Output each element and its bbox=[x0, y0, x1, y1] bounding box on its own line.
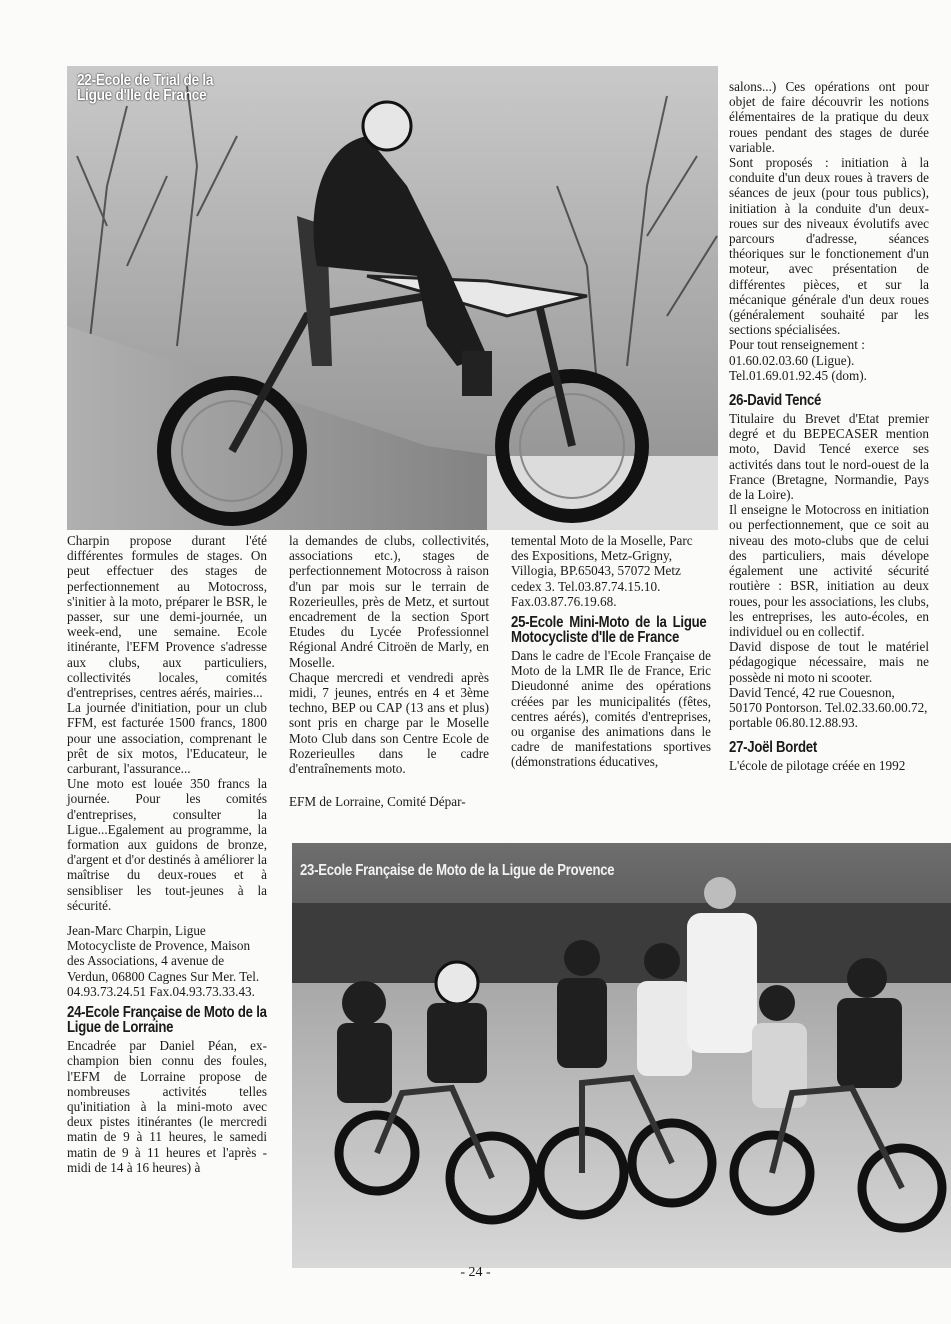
group-photo bbox=[292, 843, 951, 1268]
paragraph: Charpin propose durant l'été différentes formules de stages. On peut effectuer des stages de perfectionnement au Motocross, s'initier à la moto, préparer le BSR, le passer, sur une demi-journée, un week-end, une semaine. Ecole itinérante, l'EFM Provence s'adresse aux clubs, aux particuliers, collectivités locales, comités d'entreprises, centres aérés, mairies... bbox=[67, 533, 267, 701]
page-number: - 24 - bbox=[460, 1265, 491, 1280]
paragraph: la demandes de clubs, collectivités, associations etc.), stages de perfectionnement Motocross à raison d'un par mois sur le terrain de Rozerieulles, près de Metz, et surtout encadrement de la section Sport Etudes du Lycée Professionnel Régional André Citroën de Marly, en Moselle. bbox=[289, 533, 489, 670]
heading-24: 24-Ecole Française de Moto de la Ligue de Lorraine bbox=[67, 1004, 267, 1037]
paragraph: EFM de Lorraine, Comité Dépar- bbox=[289, 794, 466, 810]
heading-25: 25-Ecole Mini-Moto de la Ligue Motocycliste d'Ile de France bbox=[511, 614, 707, 647]
paragraph: Il enseigne le Motocross en initiation ou perfectionnement, que ce soit au niveau des moto-clubs que de celui des particuliers, mais dévelope également une activité sécurité routière : BSR, initiation au deux roues, pour les associations, les clubs, les entreprises, les auto-écoles, en individuel ou en collectif. bbox=[729, 502, 929, 639]
photo-caption-22: 22-Ecole de Trial de la Ligue d'Ile de France bbox=[77, 72, 214, 104]
heading-27: 27-Joël Bordet bbox=[729, 739, 817, 757]
photo-caption-23: 23-Ecole Française de Moto de la Ligue de Provence bbox=[300, 862, 615, 879]
paragraph: L'école de pilotage créée en 1992 bbox=[729, 758, 906, 774]
paragraph: Pour tout renseignement : 01.60.02.03.60 (Ligue). Tel.01.69.01.92.45 (dom). bbox=[729, 337, 867, 383]
paragraph: Dans le cadre de l'Ecole Française de Moto de la LMR Ile de France, Eric Dieudonné anime des opérations créées par les municipalités (fêtes, centres aérés), comités d'entreprises, ou organise des animations dans le cadre de manifestations sportives (démonstrations éducatives, bbox=[511, 648, 711, 770]
paragraph: Encadrée par Daniel Péan, ex-champion bien connu des foules, l'EFM de Lorraine propose de nombreuses activités telles qu'initiation à la mini-moto avec deux pistes itinérantes (le mercredi matin de 9 à 11 heures, le samedi matin de 9 à 11 heures et l'après -midi de 14 à 16 heures) à bbox=[67, 1038, 267, 1175]
trial-photo bbox=[67, 66, 718, 530]
paragraph: Sont proposés : initiation à la conduite d'un deux roues à travers de séances de jeux (pour tous publics), initiation à la conduite d'un deux-roues sur des niveaux évolutifs avec parcours d'adresse, séances théoriques sur le fonctionement d'un moteur, avec présentation de différentes pièces, et sur la mécanique générale d'un deux roues (généralement souhaité par les sections spécialisées. bbox=[729, 155, 929, 338]
column-4 bbox=[729, 79, 929, 774]
contact-info: temental Moto de la Moselle, Parc des Expositions, Metz-Grigny, Villogia, BP.65043, 57072 Metz cedex 3. Tel.03.87.74.15.10. Fax.03.87.76.19.68. bbox=[511, 533, 693, 609]
paragraph: Une moto est louée 350 francs la journée. Pour les comités d'entreprises, consulter la Ligue...Egalement au programme, la formation aux guidons de bronze, d'argent et d'or destinés à améliorer la maîtrise du deux-roues et à sensibliser les tout-jeunes à la sécurité. bbox=[67, 776, 267, 913]
column-1 bbox=[67, 533, 267, 1175]
heading-26: 26-David Tencé bbox=[729, 392, 822, 410]
paragraph: David dispose de tout le matériel pédagogique nécessaire, mais ne possède ni moto ni scooter. bbox=[729, 639, 929, 685]
paragraph: Chaque mercredi et vendredi après midi, 7 jeunes, entrés en 4 et 3ème techno, BEP ou CAP (13 ans et plus) sont pris en charge par le Moselle Moto Club dans son Centre Ecole de Rozerieulles dans le cadre d'entraînements moto. bbox=[289, 669, 489, 777]
contact-info: David Tencé, 42 rue Couesnon, 50170 Pontorson. Tel.02.33.60.00.72, portable 06.80.12.88.93. bbox=[729, 684, 928, 731]
paragraph: salons...) Ces opérations ont pour objet de faire découvrir les notions élémentaires de la pratique du deux roues pendant des stages de durée variable. bbox=[729, 79, 929, 155]
column-3 bbox=[511, 533, 711, 770]
column-2 bbox=[289, 533, 489, 809]
contact-info: Jean-Marc Charpin, Ligue Motocycliste de Provence, Maison des Associations, 4 avenue de Verdun, 06800 Cagnes Sur Mer. Tel. 04.93.73.24.51 Fax.04.93.73.33.43. bbox=[67, 923, 260, 999]
paragraph: Titulaire du Brevet d'Etat premier degré et du BEPECASER mention moto, David Tencé exerce ses activités dans tout le nord-ouest de la France (Bretagne, Normandie, Pays de la Loire). bbox=[729, 411, 929, 503]
paragraph: La journée d'initiation, pour un club FFM, est facturée 1500 francs, 1800 pour une association, comprenant le prêt de six motos, l'Educateur, le carburant, l'assurance... bbox=[67, 700, 267, 777]
